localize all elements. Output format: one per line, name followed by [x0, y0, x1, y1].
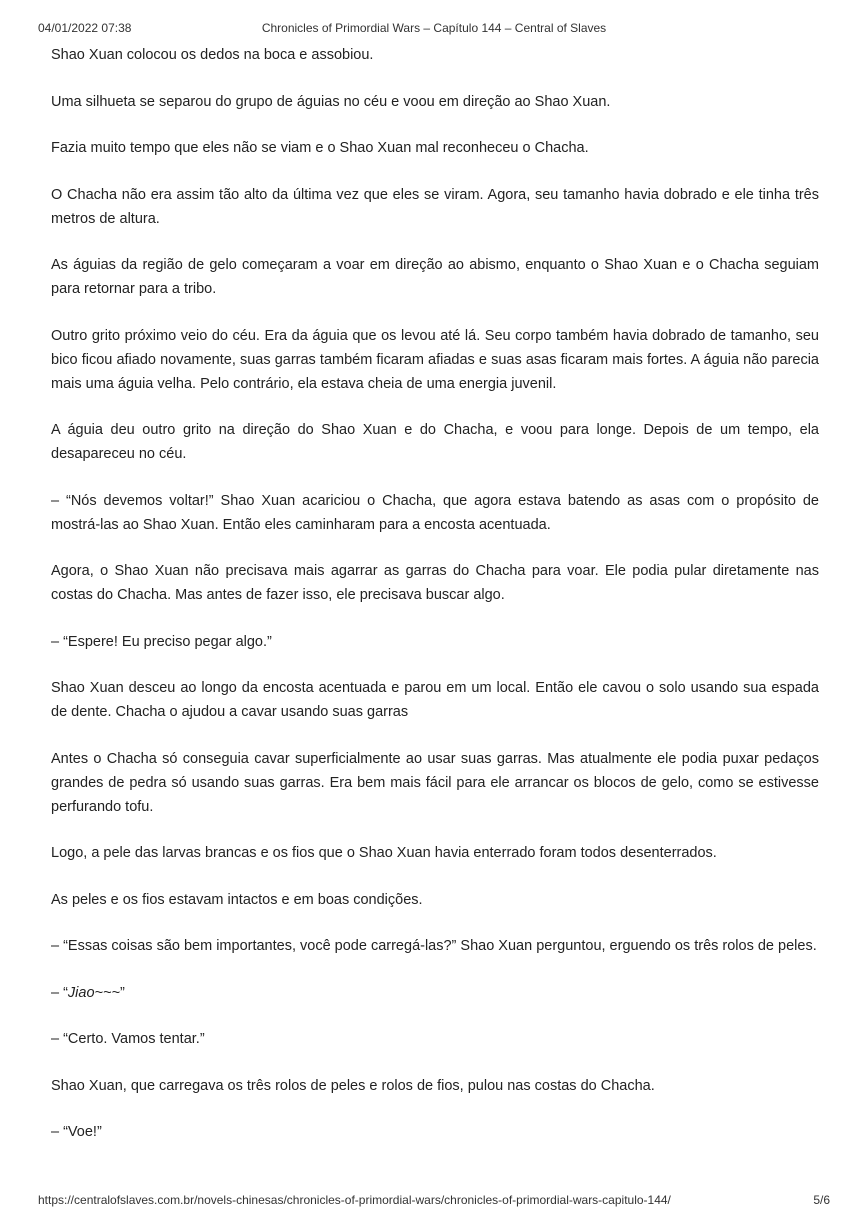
paragraph: Agora, o Shao Xuan não precisava mais agarrar as garras do Chacha para voar. Ele podia pular diretamente nas costas do Chacha. Mas antes de fazer isso, ele precisava buscar algo. [51, 563, 819, 603]
footer-url: https://centralofslaves.com.br/novels-chinesas/chronicles-of-primordial-wars/chronicles-of-primordial-wars-capitulo-144/ [38, 1193, 671, 1207]
paragraph: – “Certo. Vamos tentar.” [51, 1031, 205, 1047]
paragraph: O Chacha não era assim tão alto da última vez que eles se viram. Agora, seu tamanho havia dobrado e ele tinha três metros de altura. [51, 186, 819, 227]
paragraph: – “Nós devemos voltar!” Shao Xuan acariciou o Chacha, que agora estava batendo as asas com o propósito de mostrá-las ao Shao Xuan. Então eles caminharam para a encosta acentuada. [51, 492, 819, 533]
quote-prefix: – “ [51, 984, 68, 1001]
header-datetime: 04/01/2022 07:38 [38, 21, 132, 35]
paragraph: – “Espere! Eu preciso pegar algo.” [51, 633, 272, 650]
paragraph [51, 981, 819, 1005]
header-title: Chronicles of Primordial Wars – Capítulo 144 – Central of Slaves [261, 21, 607, 35]
onomatopoeia: Jiao~~~ [67, 984, 120, 1001]
paragraph: Outro grito próximo veio do céu. Era da águia que os levou até lá. Seu corpo também havia dobrado de tamanho, seu bico ficou afiado novamente, suas garras também ficaram afiadas e suas asas ficaram mais fortes. A águia não parecia mais uma águia velha. Pelo contrário, ela estava cheia de uma energia juvenil. [51, 327, 819, 392]
paragraph: – “Essas coisas são bem importantes, você pode carregá-las?” Shao Xuan perguntou, erguendo os três rolos de peles. [51, 938, 817, 954]
paragraph: As águias da região de gelo começaram a voar em direção ao abismo, enquanto o Shao Xuan e o Chacha seguiam para retornar para a tribo. [51, 257, 819, 297]
paragraph: Antes o Chacha só conseguia cavar superficialmente ao usar suas garras. Mas atualmente ele podia puxar pedaços grandes de pedra só usando suas garras. Era bem mais fácil para ele arrancar os blocos de gelo, como se estivesse perfurando tofu. [51, 750, 819, 815]
chapter-text [51, 43, 819, 1167]
paragraph: A águia deu outro grito na direção do Shao Xuan e do Chacha, e voou para longe. Depois de um tempo, ela desapareceu no céu. [51, 422, 819, 462]
paragraph: Shao Xuan desceu ao longo da encosta acentuada e parou em um local. Então ele cavou o solo usando sua espada de dente. Chacha o ajudou a cavar usando suas garras [51, 680, 819, 720]
paragraph: – “Voe!” [51, 1124, 102, 1140]
paragraph: Shao Xuan, que carregava os três rolos de peles e rolos de fios, pulou nas costas do Chacha. [51, 1077, 655, 1094]
footer-page-number: 5/6 [813, 1193, 830, 1207]
paragraph: Logo, a pele das larvas brancas e os fios que o Shao Xuan havia enterrado foram todos desenterrados. [51, 845, 717, 861]
quote-suffix: ” [119, 984, 125, 1001]
paragraph: Shao Xuan colocou os dedos na boca e assobiou. [51, 47, 374, 63]
paragraph: Fazia muito tempo que eles não se viam e o Shao Xuan mal reconheceu o Chacha. [51, 140, 589, 156]
paragraph: Uma silhueta se separou do grupo de águias no céu e voou em direção ao Shao Xuan. [51, 93, 611, 110]
paragraph: As peles e os fios estavam intactos e em boas condições. [51, 891, 423, 908]
